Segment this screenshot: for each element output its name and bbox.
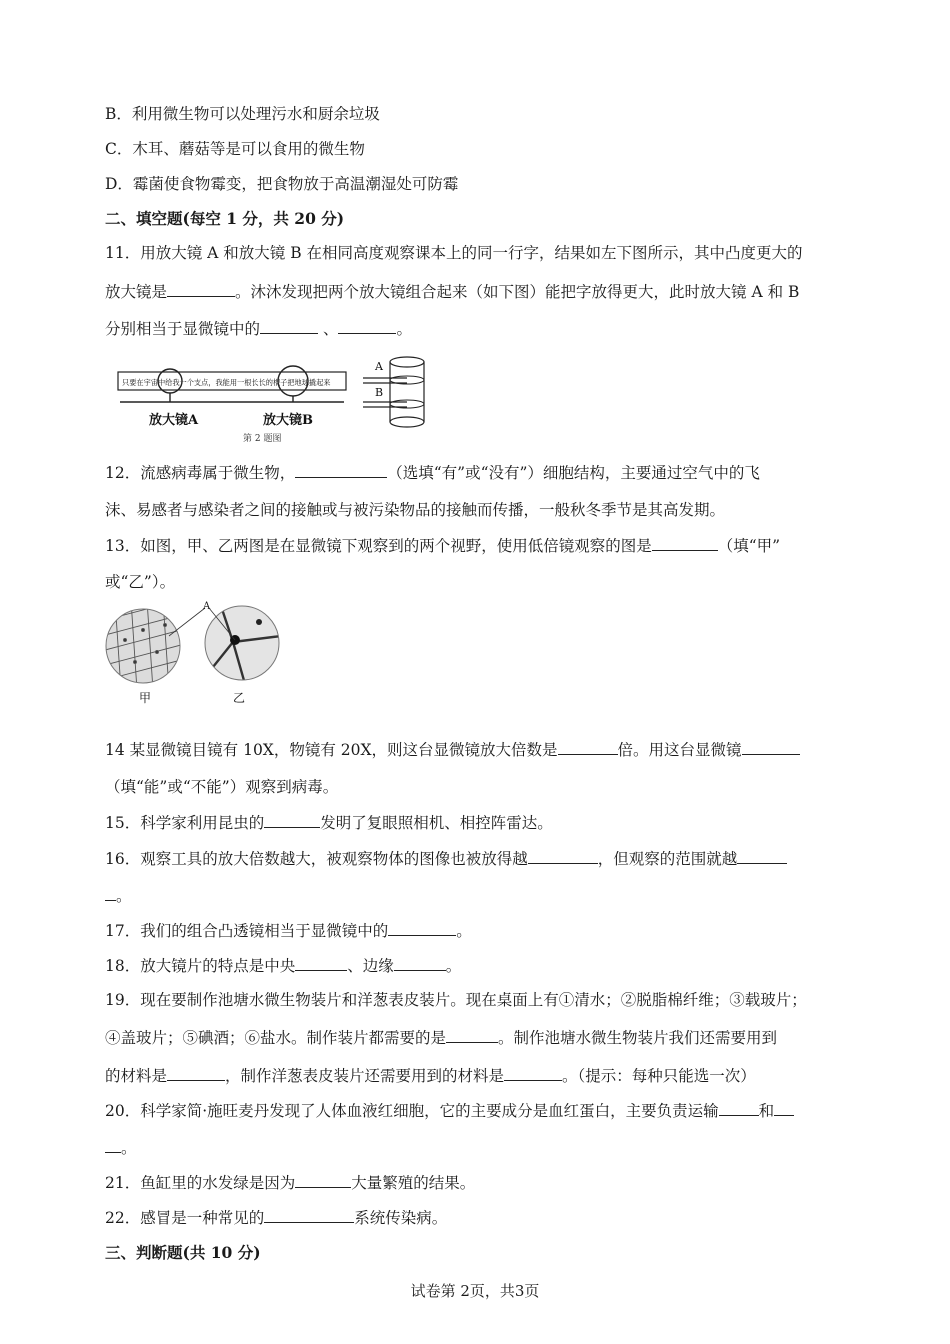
q11-line2	[105, 280, 799, 303]
q13-line2: 或“乙”）。	[105, 573, 176, 591]
q17-blank[interactable]	[388, 919, 456, 936]
tube-label-b: B	[375, 386, 384, 399]
q13-text-b: （填“甲”	[717, 537, 781, 555]
label-jia: 甲	[139, 691, 152, 705]
q22-blank[interactable]	[264, 1206, 354, 1223]
q12-line2: 沫、易感者与感染者之间的接触或与被污染物品的接触而传播，一般秋冬季节是其高发期。	[105, 501, 726, 519]
q16-blank-2-cont[interactable]	[105, 884, 116, 901]
view-jia	[105, 600, 181, 695]
q14-text-a: 14 某显微镜目镜有 10X，物镜有 20X，则这台显微镜放大倍数是	[105, 741, 558, 759]
q20-line1	[105, 1099, 794, 1122]
q15-blank[interactable]	[264, 811, 320, 828]
q19-text-d: ，制作洋葱表皮装片还需要用到的材料是	[225, 1067, 505, 1085]
q20-line2	[105, 1136, 137, 1159]
q13-text-a: 13．如图，甲、乙两图是在显微镜下观察到的两个视野，使用低倍镜观察的图是	[105, 537, 652, 555]
page-footer: 试卷第 2页，共3页	[410, 1282, 540, 1300]
q11-line3	[105, 317, 412, 340]
label-magnifier-a: 放大镜A	[149, 413, 199, 428]
q12-text-a: 12．流感病毒属于微生物，	[105, 464, 296, 482]
q15-line	[105, 811, 553, 834]
q19-line1: 19．现在要制作池塘水微生物装片和洋葱表皮装片。现在桌面上有①清水；②脱脂棉纤维；③载玻片；	[105, 991, 807, 1009]
q19-blank-2[interactable]	[167, 1064, 225, 1081]
q16-line1	[105, 847, 787, 870]
q22-text-a: 22．感冒是一种常见的	[105, 1209, 265, 1227]
q16-text-b: ，但观察的范围就越	[597, 850, 738, 868]
q11-text-a: 放大镜是	[105, 283, 168, 301]
q14-blank-1[interactable]	[558, 738, 618, 755]
q13-line1	[105, 534, 780, 557]
q19-text-c: 的材料是	[105, 1067, 168, 1085]
option-b: B．利用微生物可以处理污水和厨余垃圾	[105, 105, 380, 123]
pointer-a-jia	[169, 608, 205, 636]
q18-text-b: 、边缘	[347, 957, 394, 975]
q12-blank[interactable]	[295, 461, 387, 478]
q16-blank-1[interactable]	[528, 847, 598, 864]
q11-blank-3[interactable]	[338, 317, 396, 334]
q19-line2	[105, 1026, 777, 1049]
tube-label-a: A	[375, 360, 383, 373]
q14-text-b: 倍。用这台显微镜	[617, 741, 742, 759]
q14-blank-2[interactable]	[742, 738, 800, 755]
label-yi: 乙	[233, 691, 246, 705]
q11-text-c: 分别相当于显微镜中的	[105, 320, 261, 338]
q15-text-a: 15．科学家利用昆虫的	[105, 814, 265, 832]
q16-blank-2[interactable]	[737, 847, 787, 864]
q15-text-b: 发明了复眼照相机、相控阵雷达。	[320, 814, 553, 832]
q18-blank-2[interactable]	[394, 954, 446, 971]
q20-blank-2-cont[interactable]	[105, 1136, 121, 1153]
label-magnifier-b: 放大镜B	[263, 413, 313, 428]
option-c: C．木耳、蘑菇等是可以食用的微生物	[105, 140, 365, 158]
text-strip-content: 只要在宇宙中给我一个支点，我能用一根长长的棍子把地球撬起来	[122, 378, 331, 387]
section2-title: 二、填空题(每空 1 分，共 20 分)	[105, 209, 345, 228]
q16-text-a: 16．观察工具的放大倍数越大，被观察物体的图像也被放得越	[105, 850, 528, 868]
q22-line	[105, 1206, 447, 1229]
q20-text-c: 。	[121, 1139, 137, 1157]
option-d: D．霉菌使食物霉变，把食物放于高温潮湿处可防霉	[105, 175, 459, 193]
q11-text-d: 、	[318, 320, 339, 338]
q21-blank[interactable]	[295, 1171, 351, 1188]
q16-line2	[105, 884, 132, 907]
q11-figure	[115, 352, 445, 442]
figure-caption: 第 2 题图	[243, 434, 282, 442]
q14-line2: （填“能”或“不能”）观察到病毒。	[105, 778, 339, 796]
q20-blank-1[interactable]	[719, 1099, 759, 1116]
q11-text-e: 。	[396, 320, 412, 338]
q14-line1	[105, 738, 800, 761]
q17-line	[105, 919, 472, 942]
q20-text-b: 和	[758, 1102, 775, 1120]
q16-text-c: 。	[116, 887, 132, 905]
q19-text-a: ④盖玻片；⑤碘酒；⑥盐水。制作装片都需要的是	[105, 1029, 447, 1047]
q19-line3	[105, 1064, 756, 1087]
q17-text-a: 17．我们的组合凸透镜相当于显微镜中的	[105, 922, 389, 940]
q21-text-b: 大量繁殖的结果。	[351, 1174, 476, 1192]
q13-blank[interactable]	[652, 534, 718, 551]
q11-blank-2[interactable]	[260, 317, 318, 334]
q20-blank-2[interactable]	[774, 1099, 794, 1116]
q17-text-b: 。	[456, 922, 472, 940]
section3-title: 三、判断题(共 10 分)	[105, 1243, 261, 1262]
q11-line1: 11．用放大镜 A 和放大镜 B 在相同高度观察课本上的同一行字，结果如左下图所示，其中凸度更大的	[105, 244, 803, 262]
q11-blank-1[interactable]	[167, 280, 235, 297]
q18-blank-1[interactable]	[295, 954, 347, 971]
q21-line	[105, 1171, 475, 1194]
q22-text-b: 系统传染病。	[354, 1209, 448, 1227]
q13-figure	[105, 600, 290, 708]
q19-text-b: 。制作池塘水微生物装片我们还需要用到	[498, 1029, 778, 1047]
q19-text-e: 。（提示：每种只能选一次）	[562, 1067, 756, 1085]
label-a: A	[203, 601, 211, 612]
tube-icon	[363, 357, 424, 427]
q18-text-a: 18．放大镜片的特点是中央	[105, 957, 296, 975]
q20-text-a: 20．科学家简·施旺麦丹发现了人体血液红细胞，它的主要成分是血红蛋白，主要负责运输	[105, 1102, 719, 1120]
q12-text-b: （选填“有”或“没有”）细胞结构，主要通过空气中的飞	[387, 464, 760, 482]
q18-line	[105, 954, 461, 977]
q19-blank-3[interactable]	[504, 1064, 562, 1081]
q21-text-a: 21．鱼缸里的水发绿是因为	[105, 1174, 296, 1192]
q12-line1	[105, 461, 760, 484]
q11-text-b: 。沐沐发现把两个放大镜组合起来（如下图）能把字放得更大，此时放大镜 A 和 B	[235, 283, 800, 301]
q19-blank-1[interactable]	[446, 1026, 498, 1043]
q18-text-c: 。	[445, 957, 462, 975]
